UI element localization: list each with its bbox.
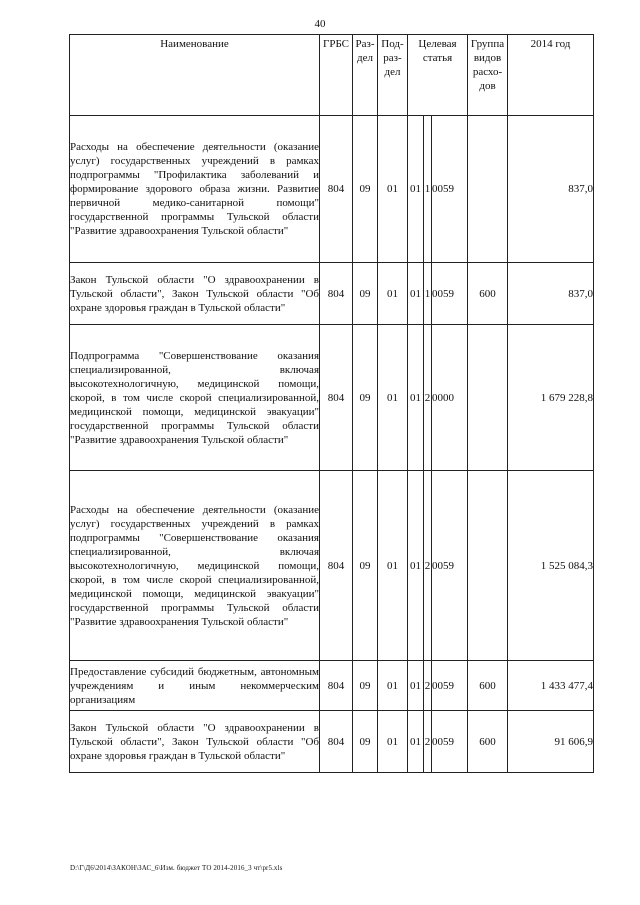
row-podrazdel: 01 — [378, 116, 408, 263]
row-podrazdel: 01 — [378, 471, 408, 661]
row-target-subprogram: 2 — [424, 711, 432, 773]
row-name: Предоставление субсидий бюджетным, автономным учреждениям и иным некоммерческим организациям — [70, 661, 320, 711]
row-razdel: 09 — [353, 325, 378, 471]
header-grbs: ГРБС — [320, 35, 353, 116]
row-target-subprogram: 1 — [424, 116, 432, 263]
row-target-program: 01 — [408, 325, 424, 471]
row-grbs: 804 — [320, 711, 353, 773]
row-target-subprogram: 1 — [424, 263, 432, 325]
row-amount: 837,0 — [508, 116, 594, 263]
row-amount: 1 679 228,8 — [508, 325, 594, 471]
row-name: Подпрограмма "Совершенствование оказания специализированной, включая высокотехнологичную, медицинской помощи, скорой, в том числе скорой специализированной, медицинской помощи, медицинской эвакуации" государственной программы Тульской области "Развитие здравоохранения Тульской области" — [70, 325, 320, 471]
row-target-program: 01 — [408, 711, 424, 773]
table-row — [70, 263, 594, 325]
table-row — [70, 661, 594, 711]
row-grbs: 804 — [320, 661, 353, 711]
row-podrazdel: 01 — [378, 325, 408, 471]
footer-file-path: D:\Г\Д6\2014\ЗАКОН\ЗАС_6\Изм. бюджет ТО 2014-2016_3 чт\pr5.xls — [70, 864, 283, 872]
table-row — [70, 471, 594, 661]
row-grbs: 804 — [320, 325, 353, 471]
table-row — [70, 711, 594, 773]
row-target-code: 0000 — [432, 325, 468, 471]
header-name: Наименование — [70, 35, 320, 116]
row-target-code: 0059 — [432, 263, 468, 325]
row-name: Закон Тульской области "О здравоохранении в Тульской области", Закон Тульской области "Об охране здоровья граждан в Тульской области" — [70, 263, 320, 325]
row-razdel: 09 — [353, 263, 378, 325]
header-podrazdel: Под-раз-дел — [378, 35, 408, 116]
table-row — [70, 325, 594, 471]
row-group — [468, 116, 508, 263]
header-year: 2014 год — [508, 35, 594, 116]
header-target: Целевая статья — [408, 35, 468, 116]
header-group: Группа видов расхо-дов — [468, 35, 508, 116]
row-name: Расходы на обеспечение деятельности (оказание услуг) государственных учреждений в рамках подпрограммы "Совершенствование оказания специализированной, включая высокотехнологичную, медицинской помощи, скорой, в том числе скорой специализированной, медицинской помощи, медицинской эвакуации" государственной программы Тульской области "Развитие здравоохранения Тульской области" — [70, 471, 320, 661]
row-podrazdel: 01 — [378, 661, 408, 711]
row-target-code: 0059 — [432, 116, 468, 263]
row-razdel: 09 — [353, 711, 378, 773]
row-target-subprogram: 2 — [424, 661, 432, 711]
header-razdel: Раз-дел — [353, 35, 378, 116]
table-row — [70, 116, 594, 263]
header-row — [70, 35, 594, 116]
budget-table — [69, 34, 594, 773]
row-target-code: 0059 — [432, 661, 468, 711]
row-razdel: 09 — [353, 116, 378, 263]
row-target-program: 01 — [408, 471, 424, 661]
row-group — [468, 325, 508, 471]
row-grbs: 804 — [320, 263, 353, 325]
row-podrazdel: 01 — [378, 711, 408, 773]
row-group: 600 — [468, 661, 508, 711]
row-group: 600 — [468, 263, 508, 325]
row-razdel: 09 — [353, 471, 378, 661]
row-group — [468, 471, 508, 661]
row-grbs: 804 — [320, 471, 353, 661]
row-amount: 1 433 477,4 — [508, 661, 594, 711]
page-number: 40 — [314, 18, 326, 30]
row-amount: 1 525 084,3 — [508, 471, 594, 661]
row-target-code: 0059 — [432, 471, 468, 661]
row-group: 600 — [468, 711, 508, 773]
row-target-subprogram: 2 — [424, 325, 432, 471]
row-name: Закон Тульской области "О здравоохранении в Тульской области", Закон Тульской области "Об охране здоровья граждан в Тульской области" — [70, 711, 320, 773]
row-razdel: 09 — [353, 661, 378, 711]
row-amount: 91 606,9 — [508, 711, 594, 773]
row-podrazdel: 01 — [378, 263, 408, 325]
row-grbs: 804 — [320, 116, 353, 263]
row-target-program: 01 — [408, 661, 424, 711]
row-name: Расходы на обеспечение деятельности (оказание услуг) государственных учреждений в рамках подпрограммы "Профилактика заболеваний и формирование здорового образа жизни. Развитие первичной медико-санитарной помощи" государственной программы Тульской области "Развитие здравоохранения Тульской области" — [70, 116, 320, 263]
row-target-program: 01 — [408, 263, 424, 325]
row-target-subprogram: 2 — [424, 471, 432, 661]
row-target-code: 0059 — [432, 711, 468, 773]
row-target-program: 01 — [408, 116, 424, 263]
row-amount: 837,0 — [508, 263, 594, 325]
